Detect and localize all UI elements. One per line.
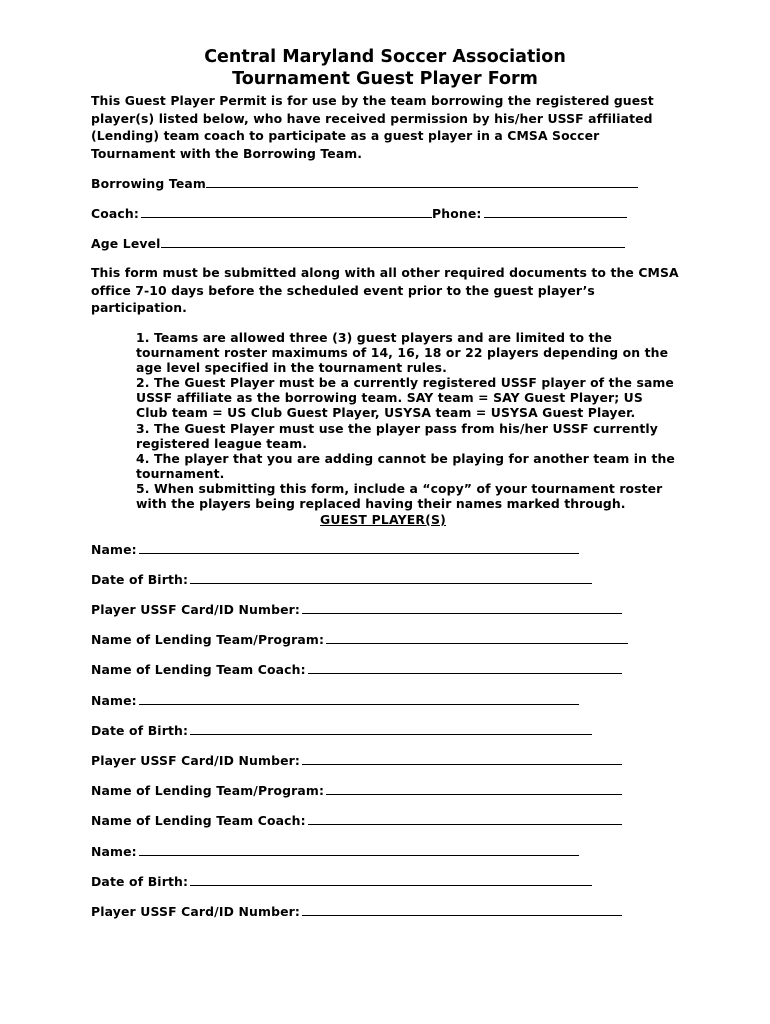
intro-line: (Lending) team coach to participate as a guest player in a CMSA Soccer bbox=[91, 128, 600, 144]
field-label: Name: bbox=[91, 844, 137, 859]
rule-line: 5. When submitting this form, include a “copy” of your tournament roster bbox=[136, 480, 663, 496]
field-label: Player USSF Card/ID Number: bbox=[91, 602, 301, 617]
guest1-lending-coach-field[interactable] bbox=[91, 661, 622, 678]
field-label: Date of Birth: bbox=[91, 874, 189, 889]
field-label: Name of Lending Team/Program: bbox=[91, 632, 325, 647]
field-line[interactable] bbox=[326, 631, 628, 644]
age-level-label: Age Level bbox=[91, 236, 161, 251]
rule-line: 1. Teams are allowed three (3) guest players and are limited to the bbox=[136, 330, 613, 345]
coach-phone-row bbox=[91, 205, 627, 222]
guest1-lending-team-field[interactable] bbox=[91, 631, 628, 648]
guest3-ussf-id-field[interactable] bbox=[91, 903, 622, 920]
field-label: Player USSF Card/ID Number: bbox=[91, 904, 301, 919]
intro-line: This Guest Player Permit is for use by the team borrowing the registered guest bbox=[91, 93, 654, 108]
field-line[interactable] bbox=[326, 782, 622, 795]
phone-label: Phone: bbox=[432, 206, 482, 221]
guest1-name-field[interactable] bbox=[91, 541, 579, 558]
guest3-dob-field[interactable] bbox=[91, 873, 592, 890]
guest-players-heading: GUEST PLAYER(S) bbox=[320, 512, 446, 527]
field-label: Date of Birth: bbox=[91, 723, 189, 738]
field-line[interactable] bbox=[308, 661, 622, 674]
guest2-lending-coach-field[interactable] bbox=[91, 812, 622, 829]
field-label: Name: bbox=[91, 542, 137, 557]
rule-line: 4. The player that you are adding cannot be playing for another team in the bbox=[136, 450, 675, 466]
coach-line[interactable] bbox=[141, 205, 432, 218]
guest2-ussf-id-field[interactable] bbox=[91, 752, 622, 769]
intro-line: player(s) listed below, who have received permission by his/her USSF affiliated bbox=[91, 110, 653, 126]
guest3-name-field[interactable] bbox=[91, 843, 579, 860]
field-line[interactable] bbox=[190, 571, 592, 584]
coach-label: Coach: bbox=[91, 206, 139, 221]
field-label: Name: bbox=[91, 693, 137, 708]
field-line[interactable] bbox=[139, 541, 579, 554]
field-line[interactable] bbox=[308, 812, 622, 825]
rule-line: Club team = US Club Guest Player, USYSA team = USYSA Guest Player. bbox=[136, 405, 636, 421]
page-subtitle: Tournament Guest Player Form bbox=[232, 69, 538, 89]
intro-paragraph bbox=[91, 92, 691, 162]
field-line[interactable] bbox=[139, 843, 579, 856]
age-level-field[interactable] bbox=[91, 235, 625, 252]
borrowing-team-label: Borrowing Team bbox=[91, 176, 206, 191]
notice-line: participation. bbox=[91, 300, 187, 316]
age-level-line[interactable] bbox=[161, 235, 625, 248]
field-label: Name of Lending Team Coach: bbox=[91, 813, 306, 828]
field-line[interactable] bbox=[190, 873, 592, 886]
field-label: Name of Lending Team/Program: bbox=[91, 783, 325, 798]
borrowing-team-field[interactable] bbox=[91, 175, 638, 192]
rule-line: age level specified in the tournament rules. bbox=[136, 360, 447, 376]
field-line[interactable] bbox=[302, 752, 622, 765]
rule-line: 3. The Guest Player must use the player pass from his/her USSF currently bbox=[136, 420, 658, 436]
guest2-dob-field[interactable] bbox=[91, 722, 592, 739]
rule-line: registered league team. bbox=[136, 435, 308, 451]
guest1-dob-field[interactable] bbox=[91, 571, 592, 588]
notice-paragraph bbox=[91, 264, 691, 317]
rule-line: USSF affiliate as the borrowing team. SAY team = SAY Guest Player; US bbox=[136, 390, 643, 406]
rule-line: 2. The Guest Player must be a currently registered USSF player of the same bbox=[136, 375, 674, 391]
guest2-name-field[interactable] bbox=[91, 692, 579, 709]
notice-line: This form must be submitted along with all other required documents to the CMSA bbox=[91, 265, 679, 280]
rule-line: tournament roster maximums of 14, 16, 18 or 22 players depending on the bbox=[136, 345, 669, 361]
guest1-ussf-id-field[interactable] bbox=[91, 601, 622, 618]
rule-line: tournament. bbox=[136, 465, 225, 481]
phone-line[interactable] bbox=[484, 205, 627, 218]
rules-list bbox=[136, 330, 684, 511]
notice-line: office 7-10 days before the scheduled event prior to the guest player’s bbox=[91, 282, 595, 298]
rule-line: with the players being replaced having their names marked through. bbox=[136, 496, 626, 512]
field-label: Player USSF Card/ID Number: bbox=[91, 753, 301, 768]
field-line[interactable] bbox=[302, 601, 622, 614]
field-line[interactable] bbox=[139, 692, 579, 705]
borrowing-team-line[interactable] bbox=[206, 175, 638, 188]
field-label: Date of Birth: bbox=[91, 572, 189, 587]
intro-line: Tournament with the Borrowing Team. bbox=[91, 145, 363, 161]
field-line[interactable] bbox=[190, 722, 592, 735]
guest2-lending-team-field[interactable] bbox=[91, 782, 622, 799]
page-title: Central Maryland Soccer Association bbox=[204, 47, 566, 67]
field-line[interactable] bbox=[302, 903, 622, 916]
field-label: Name of Lending Team Coach: bbox=[91, 662, 306, 677]
